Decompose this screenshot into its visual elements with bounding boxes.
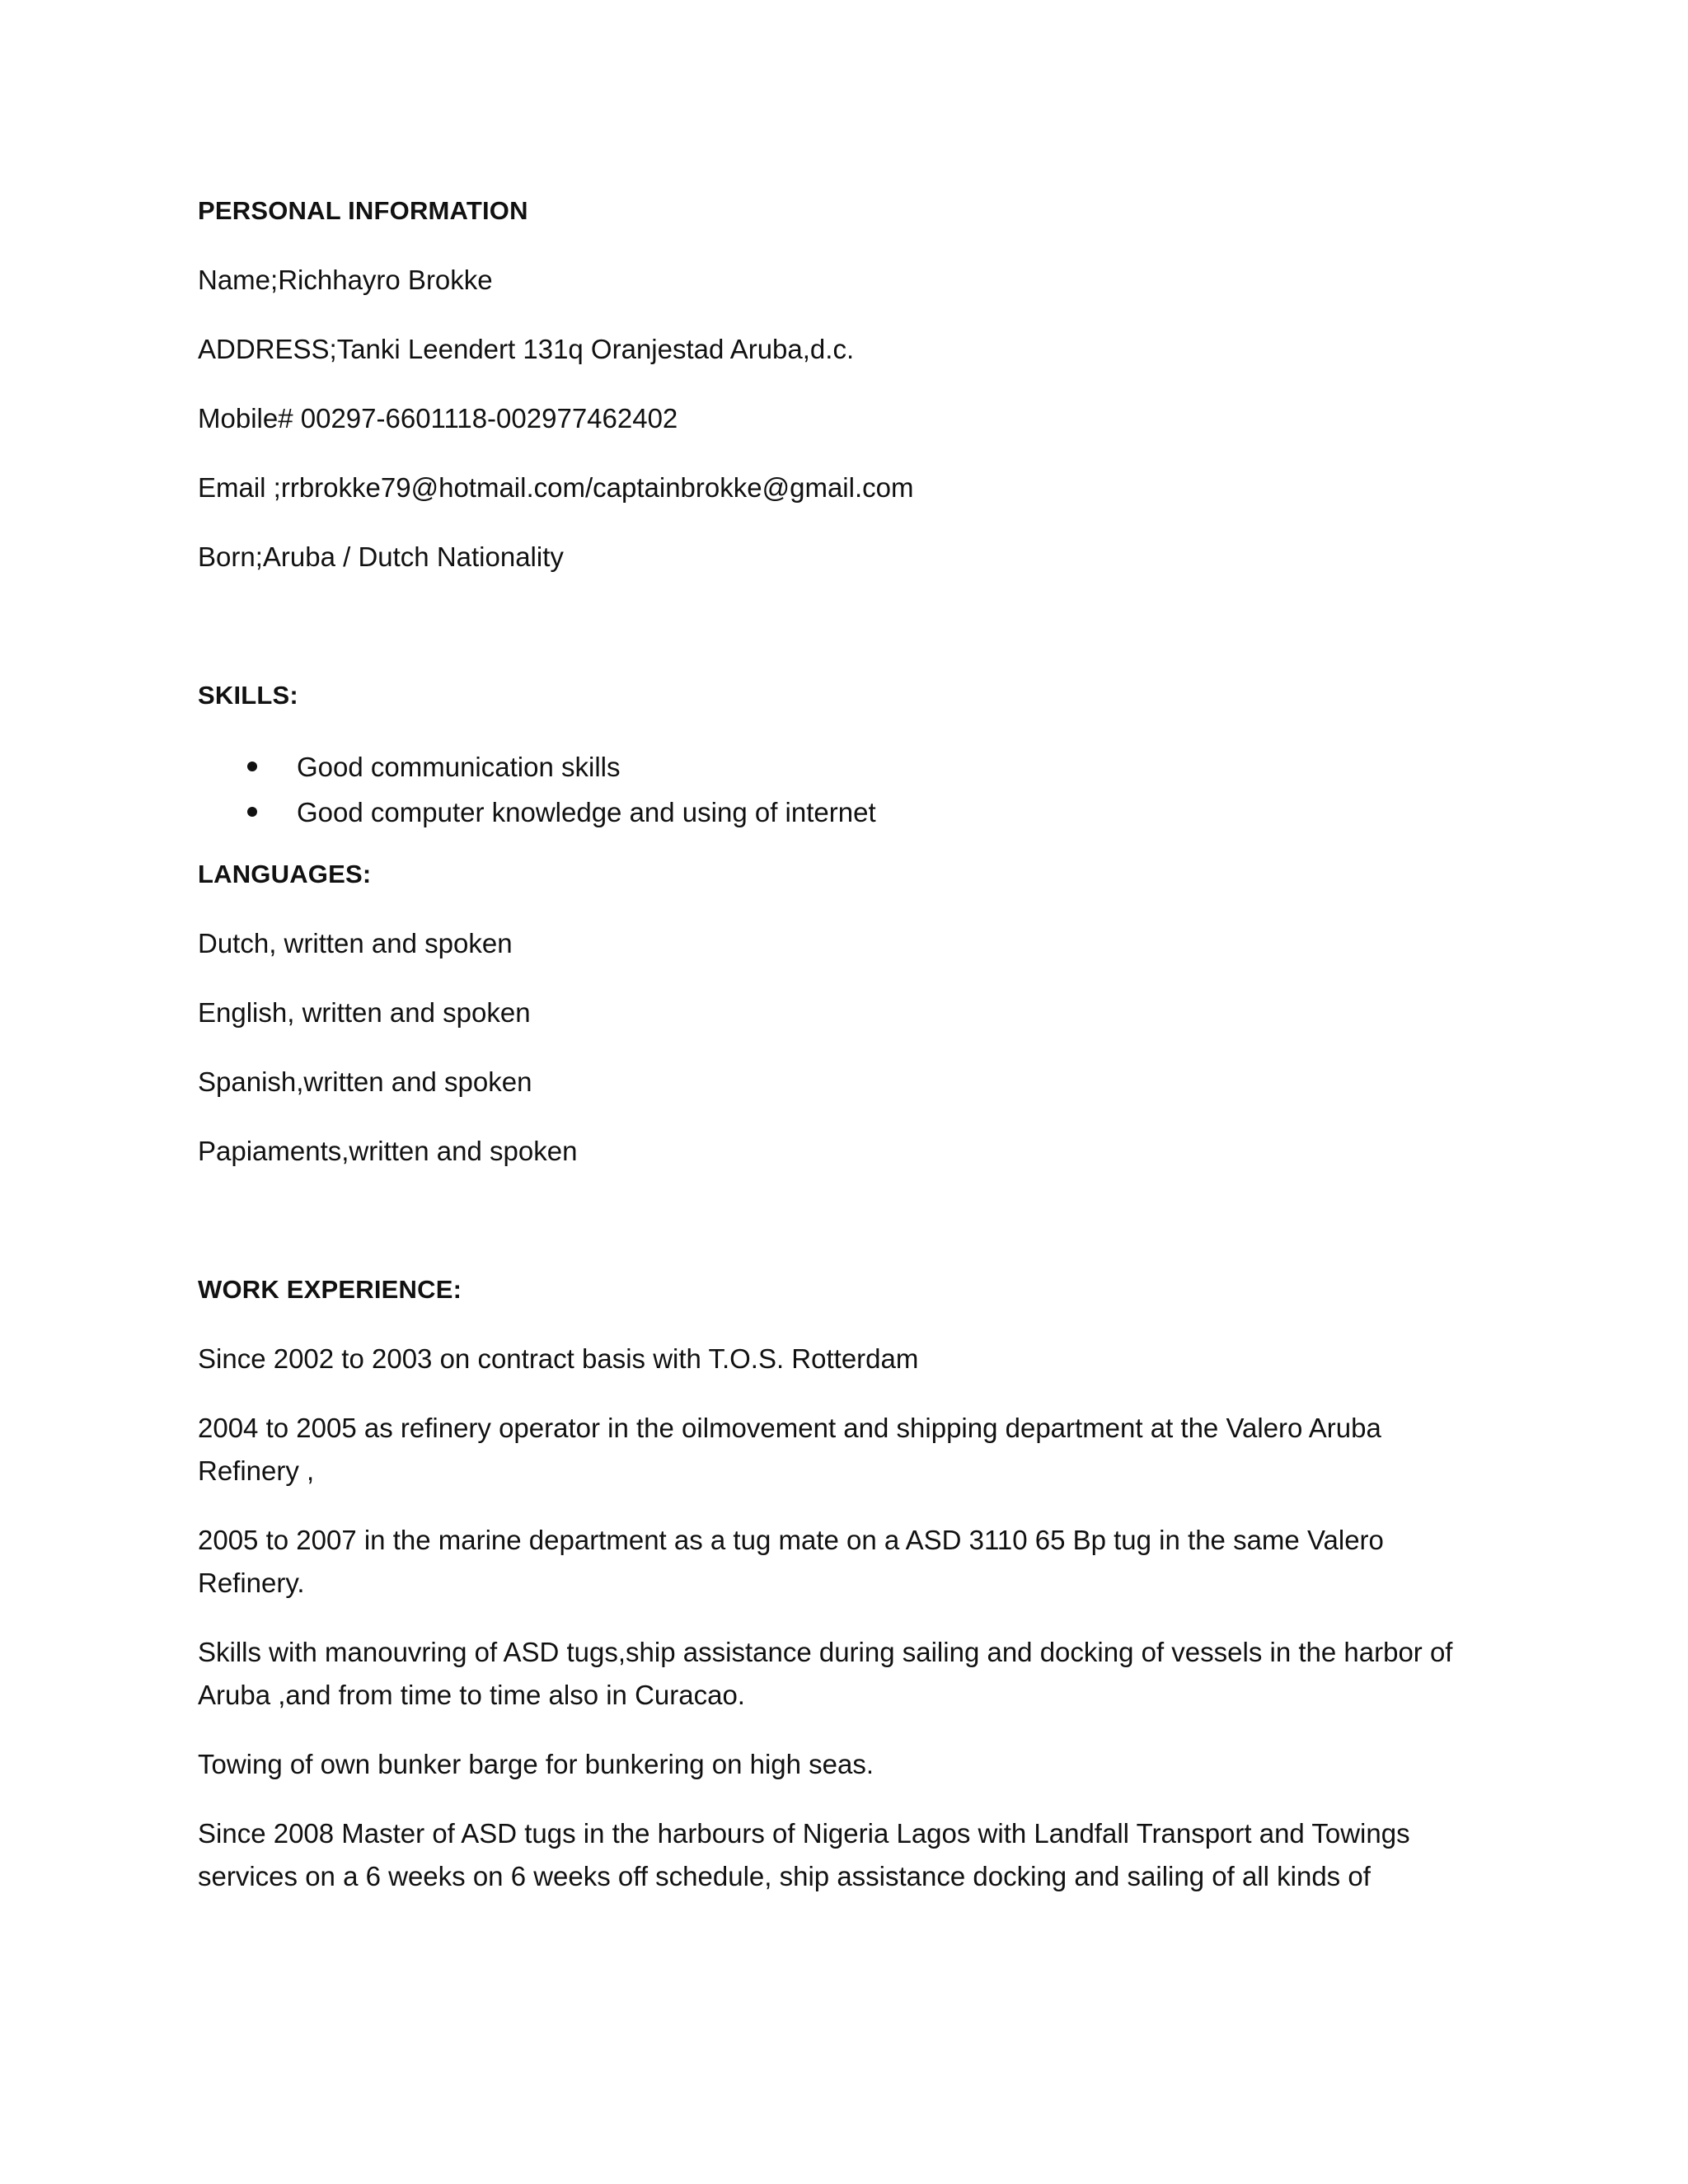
work-entry: Skills with manouvring of ASD tugs,ship assistance during sailing and docking of vessels in the harbor of Aruba ,and from time to time also in Curacao. [198,1637,1453,1710]
work-entry: Towing of own bunker barge for bunkering on high seas. [198,1749,874,1779]
skill-item [198,744,1484,790]
bullet-icon [247,762,257,771]
personal-information-heading: PERSONAL INFORMATION [198,196,528,225]
languages-heading: LANGUAGES: [198,860,372,888]
skill-text: Good computer knowledge and using of internet [297,797,876,827]
born-line: Born;Aruba / Dutch Nationality [198,541,564,572]
language-item: Papiaments,written and spoken [198,1136,578,1166]
bullet-icon [247,807,257,817]
language-item: Dutch, written and spoken [198,928,513,958]
work-entry: Since 2008 Master of ASD tugs in the harbours of Nigeria Lagos with Landfall Transport and Towings services on a 6 weeks on 6 weeks off schedule, ship assistance docking and sailing of all kinds of [198,1818,1410,1891]
skills-heading: SKILLS: [198,681,298,710]
resume-page [198,194,1484,1898]
work-entry: 2004 to 2005 as refinery operator in the oilmovement and shipping department at the Valero Aruba Refinery , [198,1413,1381,1486]
language-item: Spanish,written and spoken [198,1066,532,1097]
skill-text: Good communication skills [297,752,621,782]
address-line: ADDRESS;Tanki Leendert 131q Oranjestad Aruba,d.c. [198,334,855,364]
email-line: Email ;rrbrokke79@hotmail.com/captainbrokke@gmail.com [198,472,914,503]
name-line: Name;Richhayro Brokke [198,265,493,295]
skill-item [198,790,1484,835]
language-item: English, written and spoken [198,997,531,1028]
work-entry: 2005 to 2007 in the marine department as a tug mate on a ASD 3110 65 Bp tug in the same Valero Refinery. [198,1525,1384,1598]
work-entry: Since 2002 to 2003 on contract basis with T.O.S. Rotterdam [198,1343,919,1374]
mobile-line: Mobile# 00297-6601118-002977462402 [198,403,678,434]
work-experience-heading: WORK EXPERIENCE: [198,1275,462,1304]
skills-list [198,744,1484,835]
